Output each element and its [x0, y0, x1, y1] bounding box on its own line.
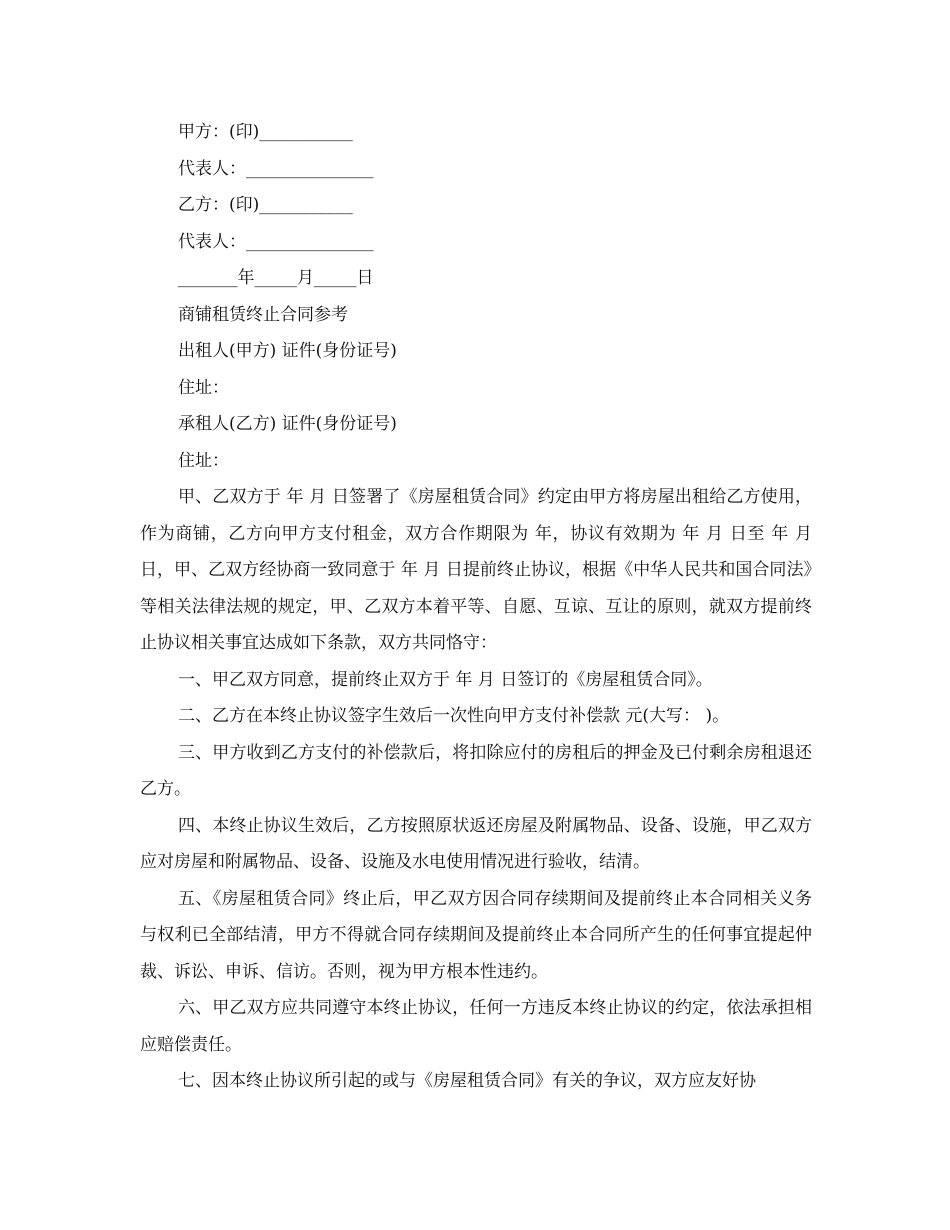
- document-page: [140, 114, 812, 1100]
- clause-7: 七、因本终止协议所引起的或与《房屋租赁合同》有关的争议，双方应友好协: [178, 1071, 756, 1091]
- document-title: 商铺租赁终止合同参考: [178, 304, 348, 325]
- clause-5: 五、《房屋租赁合同》终止后，甲乙双方因合同存续期间及提前终止本合同相关义务与权利已全部结清，甲方不得就合同存续期间及提前终止本合同所产生的任何事宜提起仲裁、诉讼、申诉、信访。否则，视为甲方根本性违约。: [140, 888, 812, 982]
- clause-4: 四、本终止协议生效后，乙方按照原状返还房屋及附属物品、设备、设施，甲乙双方应对房屋和附属物品、设备、设施及水电使用情况进行验收，结清。: [140, 815, 812, 872]
- party-b-representative-line: 代表人：_______________: [178, 231, 374, 252]
- lessor-address-line: 住址：: [178, 377, 229, 398]
- party-b-seal-line: 乙方：(印)___________: [178, 195, 353, 215]
- clause-1: 一、甲乙双方同意，提前终止双方于 年 月 日签订的《房屋租赁合同》。: [178, 669, 713, 690]
- party-a-seal-line: 甲方：(印)___________: [178, 122, 353, 142]
- clause-3: 三、甲方收到乙方支付的补偿款后，将扣除应付的房租后的押金及已付剩余房租退还乙方。: [140, 742, 812, 799]
- lessor-line: 出租人(甲方) 证件(身份证号): [178, 341, 397, 361]
- date-line: _______年_____月_____日: [178, 268, 374, 288]
- clause-6: 六、甲乙双方应共同遵守本终止协议，任何一方违反本终止协议的约定，依法承担相应赔偿责任。: [140, 998, 812, 1055]
- lessee-line: 承租人(乙方) 证件(身份证号): [178, 414, 397, 434]
- intro-paragraph: 甲、乙双方于 年 月 日签署了《房屋租赁合同》约定由甲方将房屋出租给乙方使用，作为商铺，乙方向甲方支付租金，双方合作期限为 年，协议有效期为 年 月 日至 年 月 日，甲、乙双方经协商一致同意于 年 月 日提前终止协议，根据《中华人民共和国合同法》等相关法律法规的规定，甲、乙双方本着平等、自愿、互谅、互让的原则，就双方提前终止协议相关事宜达成如下条款，双方共同恪守：: [140, 487, 812, 653]
- lessee-address-line: 住址：: [178, 450, 229, 471]
- party-a-representative-line: 代表人：_______________: [178, 158, 374, 179]
- clause-2: 二、乙方在本终止协议签字生效后一次性向甲方支付补偿款 元(大写： )。: [178, 706, 730, 726]
